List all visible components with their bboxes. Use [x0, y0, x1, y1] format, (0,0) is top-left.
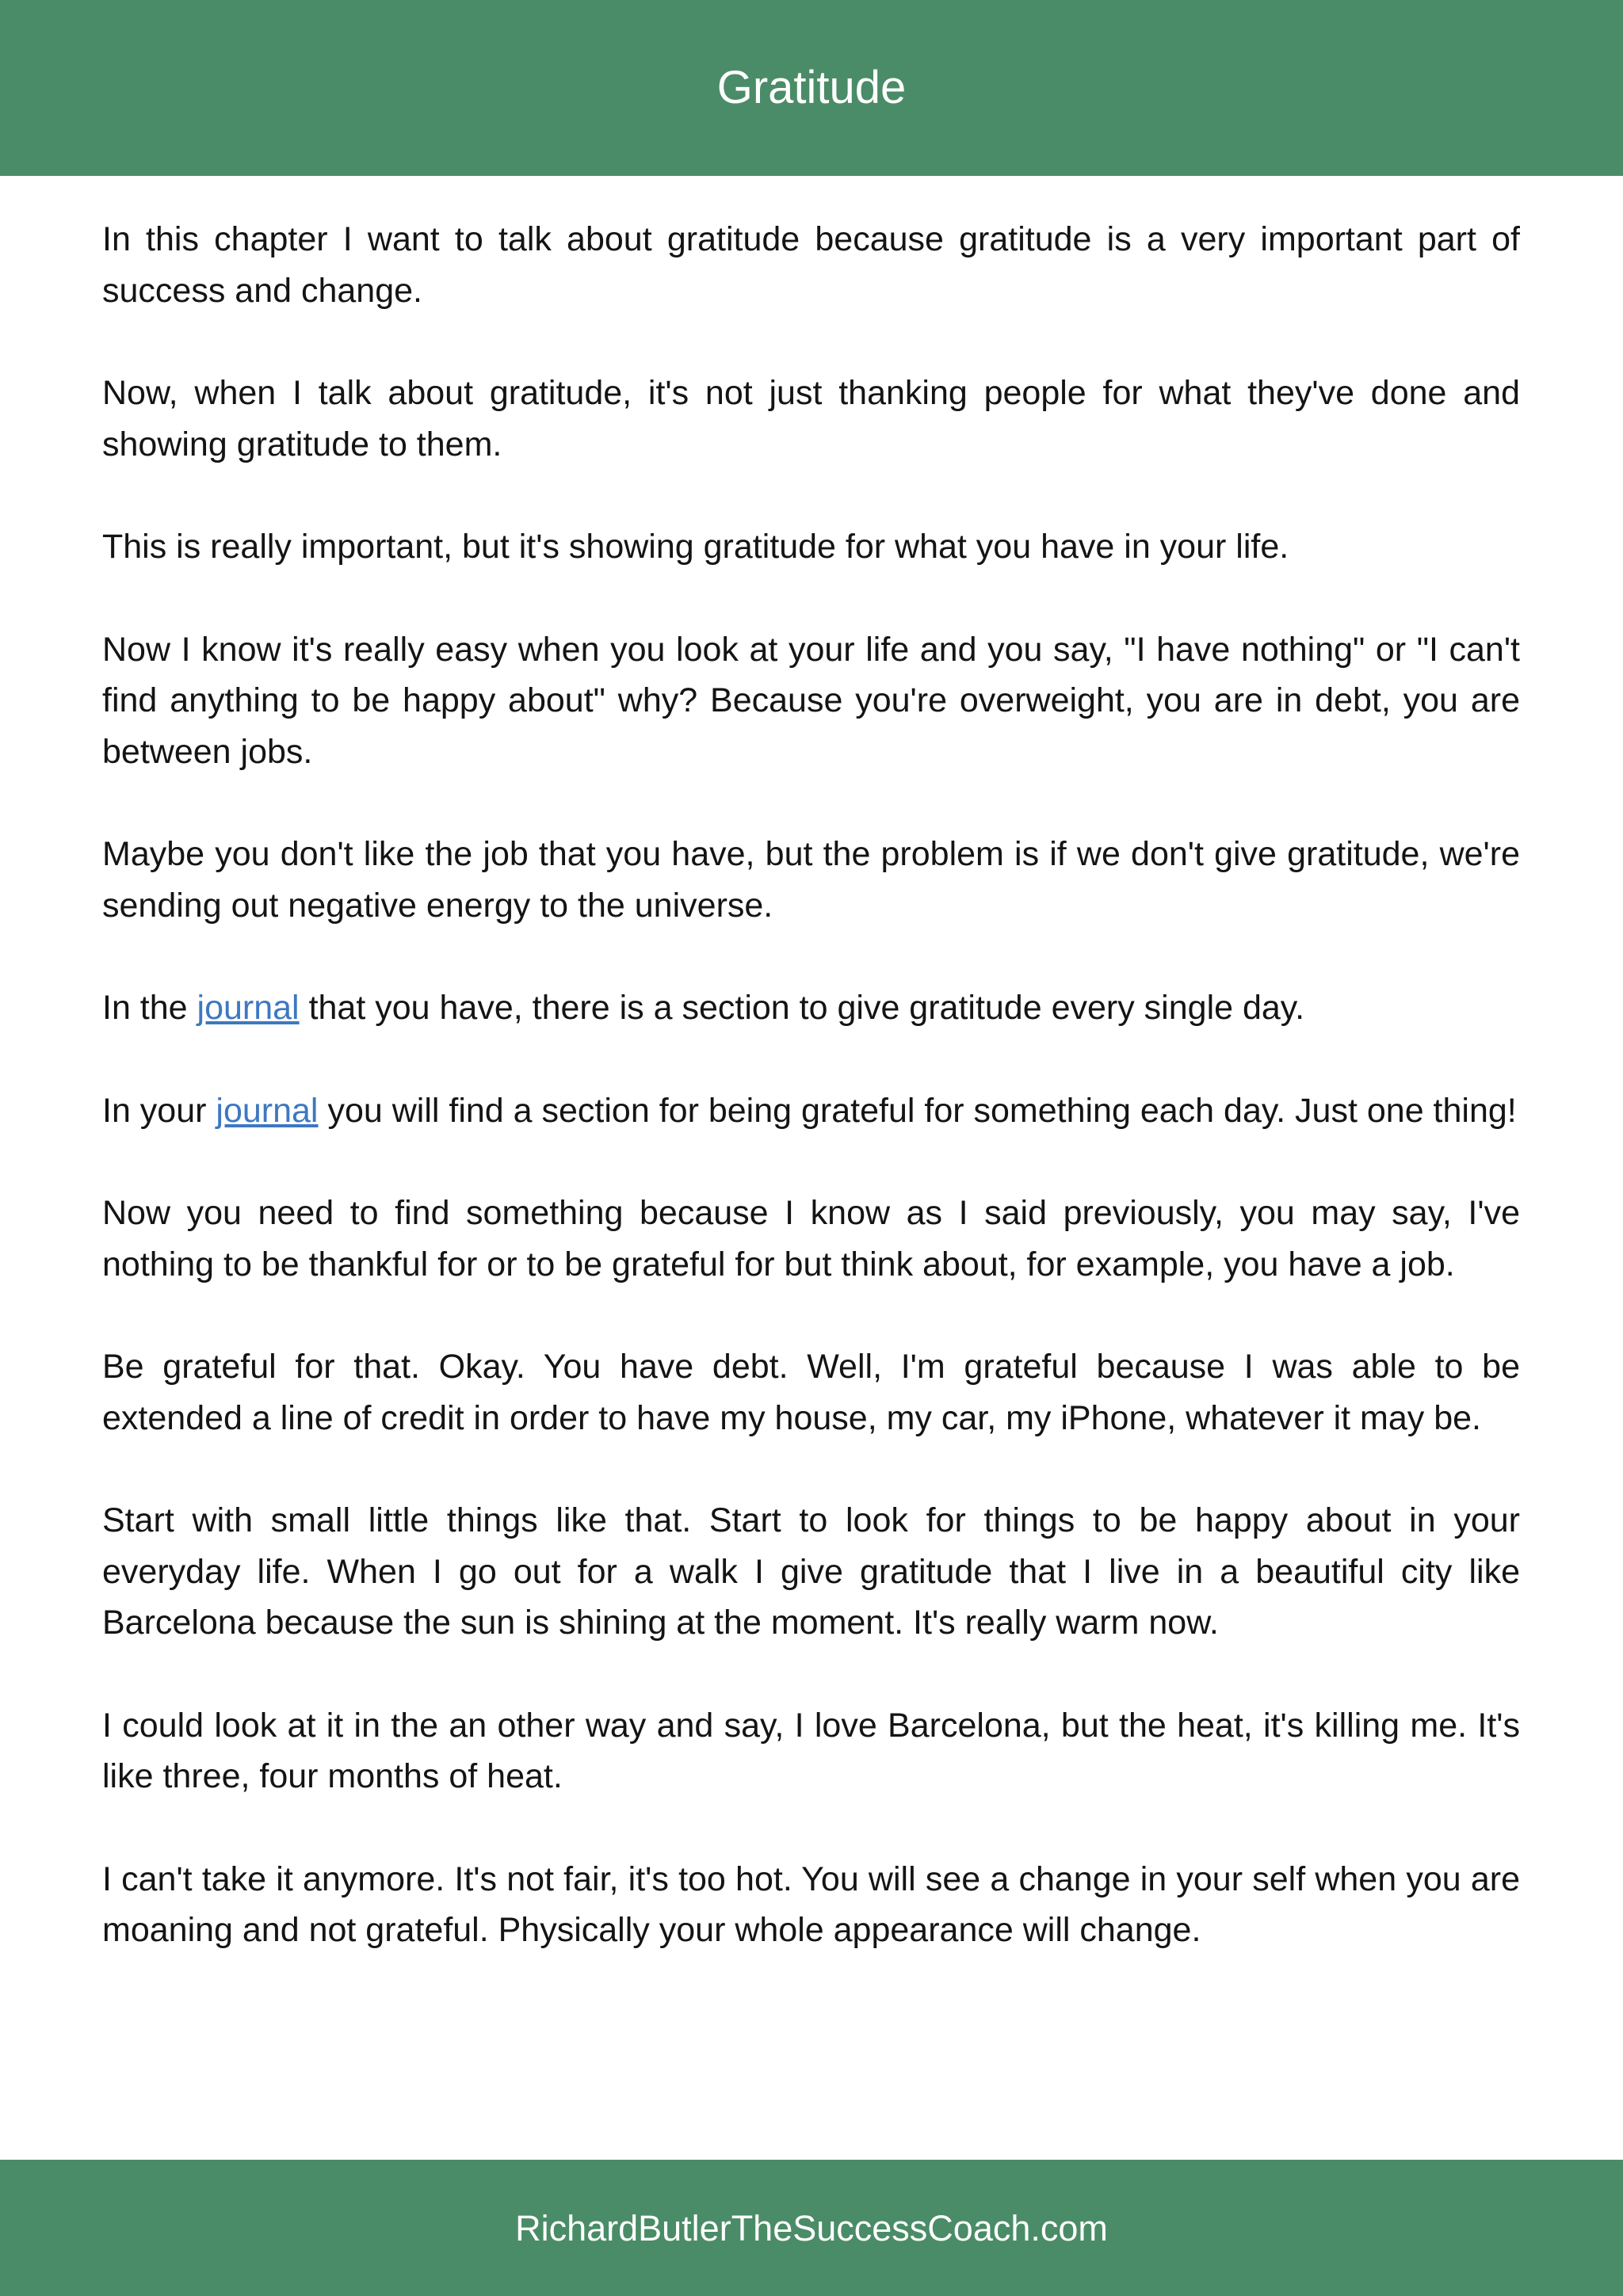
footer-website: RichardButlerTheSuccessCoach.com	[515, 2207, 1108, 2248]
body-paragraph	[102, 368, 1520, 470]
paragraph-text: This is really important, but it's showing gratitude for what you have in your life.	[102, 528, 1289, 566]
body-paragraph	[102, 1700, 1520, 1802]
paragraph-text: that you have, there is a section to give gratitude every single day.	[299, 989, 1305, 1027]
paragraph-text: Now I know it's really easy when you look at your life and you say, "I have nothing" or "I can't find anything to be happy about" why? Because you're overweight, you are in debt, you are between jobs.	[102, 630, 1520, 771]
paragraph-text: I can't take it anymore. It's not fair, it's too hot. You will see a change in your self when you are moaning and not grateful. Physically your whole appearance will change.	[102, 1859, 1520, 1949]
body-paragraph	[102, 624, 1520, 778]
paragraph-text: Now you need to find something because I know as I said previously, you may say, I've nothing to be thankful for or to be grateful for but think about, for example, you have a job.	[102, 1194, 1520, 1283]
body-paragraph	[102, 1085, 1520, 1137]
body-paragraph	[102, 982, 1520, 1034]
body-paragraph	[102, 1341, 1520, 1444]
paragraph-text: I could look at it in the an other way and say, I love Barcelona, but the heat, it's killing me. It's like three, four months of heat.	[102, 1706, 1520, 1795]
journal-link[interactable]: journal	[216, 1091, 319, 1130]
paragraph-text: In your	[102, 1091, 216, 1130]
body-paragraph	[102, 1495, 1520, 1649]
paragraph-text: In the	[102, 989, 197, 1027]
journal-link[interactable]: journal	[197, 989, 300, 1027]
chapter-body	[102, 214, 1520, 1956]
paragraph-text: Now, when I talk about gratitude, it's not just thanking people for what they've done and showing gratitude to them.	[102, 374, 1520, 463]
body-paragraph	[102, 829, 1520, 931]
body-paragraph	[102, 214, 1520, 316]
paragraph-text: Maybe you don't like the job that you have, but the problem is if we don't give gratitude, we're sending out negative energy to the universe.	[102, 835, 1520, 925]
paragraph-text: Be grateful for that. Okay. You have debt. Well, I'm grateful because I was able to be extended a line of credit in order to have my house, my car, my iPhone, whatever it may be.	[102, 1348, 1520, 1437]
paragraph-text: you will find a section for being grateful for something each day. Just one thing!	[318, 1091, 1517, 1130]
paragraph-text: Start with small little things like that. Start to look for things to be happy about in your everyday life. When I go out for a walk I give gratitude that I live in a beautiful city like Barcelona because the sun is shining at the moment. It's really warm now.	[102, 1501, 1520, 1642]
page-title: Gratitude	[716, 62, 907, 113]
paragraph-text: In this chapter I want to talk about gratitude because gratitude is a very important part of success and change.	[102, 220, 1520, 310]
body-paragraph	[102, 1188, 1520, 1290]
page-footer	[0, 2160, 1623, 2296]
body-paragraph	[102, 1854, 1520, 1956]
body-paragraph	[102, 521, 1520, 573]
page-header	[0, 0, 1623, 176]
